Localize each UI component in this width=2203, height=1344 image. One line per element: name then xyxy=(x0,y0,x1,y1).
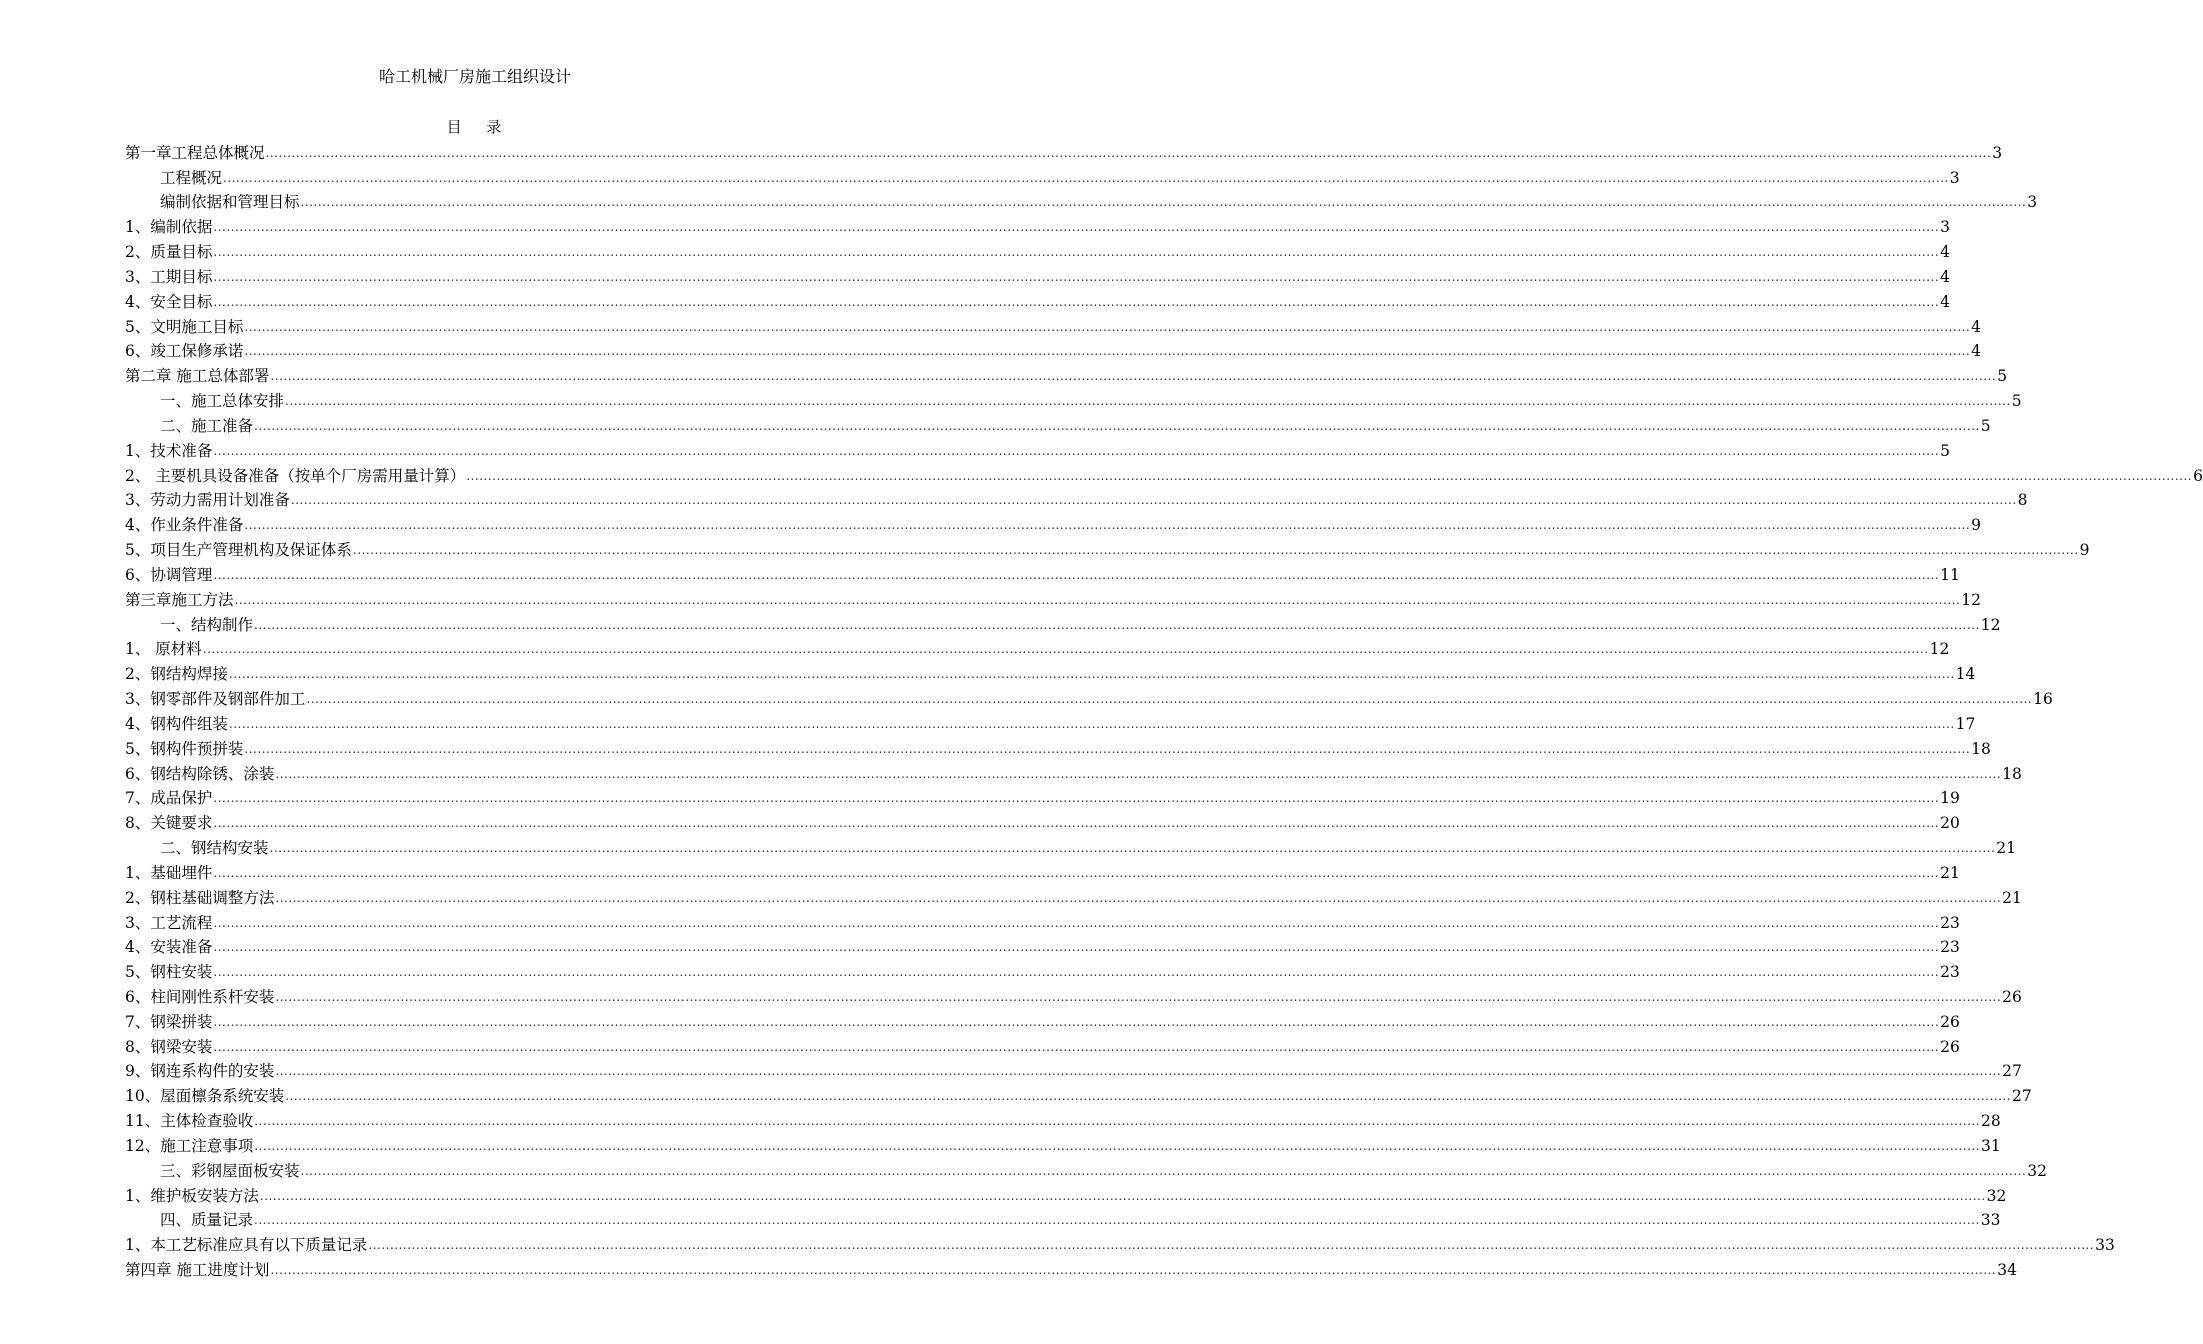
toc-entry-label: 6、柱间刚性系杆安装 xyxy=(125,987,275,1006)
toc-entry-page: 33 xyxy=(1980,1211,2001,1230)
toc-entry-page: 19 xyxy=(1940,789,1960,808)
toc-entry[interactable] xyxy=(125,1032,1960,1057)
toc-leader-dots: ................................................................................................................................................................................................................................................................................................................................................................................................................ xyxy=(254,1138,1981,1153)
toc-entry-label: 2、质量目标 xyxy=(125,243,213,262)
toc-entry-page: 26 xyxy=(2002,987,2022,1006)
toc-entry-page: 17 xyxy=(1955,714,1976,733)
toc-leader-dots: ................................................................................................................................................................................................................................................................................................................................................................................................................ xyxy=(213,865,1940,880)
toc-leader-dots: ................................................................................................................................................................................................................................................................................................................................................................................................................ xyxy=(244,319,1971,334)
toc-entry[interactable] xyxy=(125,585,1982,610)
toc-entry[interactable] xyxy=(125,808,1960,833)
toc-entry-label: 三、彩钢屋面板安装 xyxy=(160,1161,300,1180)
toc-entry[interactable] xyxy=(125,684,2053,709)
toc-entry[interactable] xyxy=(125,759,2022,784)
toc-entry-label: 二、施工准备 xyxy=(160,416,254,435)
toc-entry-page: 12 xyxy=(1929,640,1950,659)
toc-leader-dots: ................................................................................................................................................................................................................................................................................................................................................................................................................ xyxy=(244,518,1971,533)
toc-leader-dots: ................................................................................................................................................................................................................................................................................................................................................................................................................ xyxy=(213,915,1940,930)
toc-leader-dots: ................................................................................................................................................................................................................................................................................................................................................................................................................ xyxy=(244,344,1971,359)
toc-entry-page: 4 xyxy=(1940,267,1951,286)
toc-entry-page: 18 xyxy=(1971,739,1991,758)
toc-entry[interactable] xyxy=(125,560,1960,585)
toc-entry-page: 27 xyxy=(2002,1062,2022,1081)
toc-entry-page: 12 xyxy=(1980,615,2001,634)
toc-entry-page: 27 xyxy=(2012,1087,2032,1106)
toc-entry-page: 34 xyxy=(1997,1261,2017,1280)
toc-leader-dots: ................................................................................................................................................................................................................................................................................................................................................................................................................ xyxy=(213,567,1940,582)
toc-entry-page: 5 xyxy=(2011,392,2022,411)
toc-leader-dots: ................................................................................................................................................................................................................................................................................................................................................................................................................ xyxy=(290,493,2017,508)
toc-entry-page: 33 xyxy=(2095,1236,2115,1255)
toc-entry-label: 6、协调管理 xyxy=(125,565,213,584)
toc-entry-page: 3 xyxy=(1992,143,2003,162)
toc-entry[interactable] xyxy=(125,386,2022,411)
toc-entry-label: 二、钢结构安装 xyxy=(160,839,269,858)
toc-entry-page: 26 xyxy=(1940,1012,1960,1031)
toc-entry-page: 9 xyxy=(2079,541,2090,560)
toc-entry-page: 3 xyxy=(2027,193,2038,212)
toc-leader-dots: ................................................................................................................................................................................................................................................................................................................................................................................................................ xyxy=(275,989,2002,1004)
toc-entry-page: 31 xyxy=(1981,1136,2001,1155)
toc-entry[interactable] xyxy=(125,461,2203,486)
toc-entry-label: 3、钢零部件及钢部件加工 xyxy=(125,690,306,709)
toc-entry-label: 5、文明施工目标 xyxy=(125,317,244,336)
toc-entry-label: 4、钢构件组装 xyxy=(125,714,228,733)
toc-heading: 目 录 xyxy=(446,118,512,136)
toc-entry-label: 四、质量记录 xyxy=(160,1211,254,1230)
toc-entry-page: 9 xyxy=(1971,516,1982,535)
toc-entry-page: 32 xyxy=(2027,1161,2048,1180)
toc-entry-label: 1、技术准备 xyxy=(125,441,213,460)
toc-entry-page: 4 xyxy=(1971,342,1982,361)
toc-entry-label: 编制依据和管理目标 xyxy=(160,193,300,212)
toc-entry[interactable] xyxy=(125,535,2090,560)
toc-leader-dots: ................................................................................................................................................................................................................................................................................................................................................................................................................ xyxy=(213,940,1940,955)
toc-entry-page: 20 xyxy=(1940,814,1960,833)
toc-leader-dots: ................................................................................................................................................................................................................................................................................................................................................................................................................ xyxy=(228,667,1955,682)
toc-entry-page: 23 xyxy=(1940,938,1960,957)
toc-entry-label: 1、 原材料 xyxy=(125,640,202,659)
toc-entry[interactable] xyxy=(125,709,1976,734)
toc-entry[interactable] xyxy=(125,361,2008,386)
toc-leader-dots: ................................................................................................................................................................................................................................................................................................................................................................................................................ xyxy=(270,369,1997,384)
toc-entry[interactable] xyxy=(125,486,2028,511)
toc-leader-dots: ................................................................................................................................................................................................................................................................................................................................................................................................................ xyxy=(254,1213,1980,1228)
toc-entry-page: 5 xyxy=(1997,367,2008,386)
toc-entry-label: 工程概况 xyxy=(160,168,223,187)
toc-entry-page: 32 xyxy=(1986,1186,2007,1205)
toc-entry[interactable] xyxy=(125,957,1960,982)
toc-entry-label: 4、安全目标 xyxy=(125,292,213,311)
toc-leader-dots: ................................................................................................................................................................................................................................................................................................................................................................................................................ xyxy=(213,1039,1940,1054)
toc-entry-page: 5 xyxy=(1980,416,1991,435)
toc-entry-label: 12、施工注意事项 xyxy=(125,1136,254,1155)
toc-leader-dots: ................................................................................................................................................................................................................................................................................................................................................................................................................ xyxy=(213,791,1940,806)
toc-entry[interactable] xyxy=(125,1255,2017,1280)
toc-leader-dots: ................................................................................................................................................................................................................................................................................................................................................................................................................ xyxy=(368,1238,2095,1253)
toc-entry-label: 一、施工总体安排 xyxy=(160,392,285,411)
toc-entry-page: 16 xyxy=(2033,690,2053,709)
toc-entry[interactable] xyxy=(125,833,2017,858)
toc-entry[interactable] xyxy=(125,1007,1960,1032)
toc-leader-dots: ................................................................................................................................................................................................................................................................................................................................................................................................................ xyxy=(213,816,1940,831)
toc-entry-page: 5 xyxy=(1940,441,1951,460)
toc-entry-label: 5、钢构件预拼装 xyxy=(125,739,244,758)
toc-entry[interactable] xyxy=(125,1181,2007,1206)
document-title: 哈工机械厂房施工组织设计 xyxy=(378,67,571,86)
toc-leader-dots: ................................................................................................................................................................................................................................................................................................................................................................................................................ xyxy=(213,294,1940,309)
toc-entry-page: 18 xyxy=(2002,764,2022,783)
toc-entry-page: 28 xyxy=(1981,1112,2001,1131)
toc-leader-dots: ................................................................................................................................................................................................................................................................................................................................................................................................................ xyxy=(213,1014,1940,1029)
toc-entry-label: 第二章 施工总体部署 xyxy=(125,367,270,386)
toc-entry-label: 2、钢柱基础调整方法 xyxy=(125,888,275,907)
toc-entry[interactable] xyxy=(125,436,1951,461)
toc-entry[interactable] xyxy=(125,610,2001,635)
toc-entry-label: 5、钢柱安装 xyxy=(125,963,213,982)
toc-entry-page: 26 xyxy=(1940,1037,1960,1056)
toc-entry-label: 10、屋面檩条系统安装 xyxy=(125,1087,285,1106)
toc-entry-page: 23 xyxy=(1940,913,1960,932)
toc-entry-label: 1、基础埋件 xyxy=(125,863,213,882)
toc-entry-label: 7、钢梁拼装 xyxy=(125,1012,213,1031)
toc-entry-label: 3、劳动力需用计划准备 xyxy=(125,491,290,510)
toc-entry[interactable] xyxy=(125,237,1951,262)
toc-leader-dots: ................................................................................................................................................................................................................................................................................................................................................................................................................ xyxy=(254,1114,1981,1129)
toc-entry-label: 一、结构制作 xyxy=(160,615,254,634)
toc-leader-dots: ................................................................................................................................................................................................................................................................................................................................................................................................................ xyxy=(306,692,2033,707)
toc-entry-label: 1、维护板安装方法 xyxy=(125,1186,259,1205)
toc-leader-dots: ................................................................................................................................................................................................................................................................................................................................................................................................................ xyxy=(352,543,2079,558)
toc-entry-page: 12 xyxy=(1961,590,1982,609)
toc-entry[interactable] xyxy=(125,659,1976,684)
toc-entry[interactable] xyxy=(125,287,1951,312)
toc-leader-dots: ................................................................................................................................................................................................................................................................................................................................................................................................................ xyxy=(213,443,1940,458)
toc-entry-page: 6 xyxy=(2193,466,2203,485)
toc-leader-dots: ................................................................................................................................................................................................................................................................................................................................................................................................................ xyxy=(466,468,2193,483)
toc-leader-dots: ................................................................................................................................................................................................................................................................................................................................................................................................................ xyxy=(269,841,1996,856)
toc-leader-dots: ................................................................................................................................................................................................................................................................................................................................................................................................................ xyxy=(228,716,1955,731)
toc-leader-dots: ................................................................................................................................................................................................................................................................................................................................................................................................................ xyxy=(270,1263,1997,1278)
toc-entry-page: 3 xyxy=(1940,218,1951,237)
toc-entry[interactable] xyxy=(125,908,1960,933)
toc-entry-label: 3、工期目标 xyxy=(125,267,213,286)
toc-leader-dots: ................................................................................................................................................................................................................................................................................................................................................................................................................ xyxy=(275,1064,2002,1079)
toc-entry-page: 3 xyxy=(1949,168,1960,187)
toc-leader-dots: ................................................................................................................................................................................................................................................................................................................................................................................................................ xyxy=(254,418,1980,433)
toc-entry-page: 11 xyxy=(1940,565,1960,584)
toc-entry-label: 4、安装准备 xyxy=(125,938,213,957)
toc-entry-label: 8、钢梁安装 xyxy=(125,1037,213,1056)
toc-leader-dots: ................................................................................................................................................................................................................................................................................................................................................................................................................ xyxy=(213,965,1940,980)
toc-entry[interactable] xyxy=(125,858,1960,883)
toc-leader-dots: ................................................................................................................................................................................................................................................................................................................................................................................................................ xyxy=(285,1089,2012,1104)
toc-entry-label: 5、项目生产管理机构及保证体系 xyxy=(125,541,352,560)
toc-entry[interactable] xyxy=(125,411,1991,436)
toc-entry-page: 4 xyxy=(1940,292,1951,311)
toc-entry-label: 8、关键要求 xyxy=(125,814,213,833)
toc-entry-label: 1、编制依据 xyxy=(125,218,213,237)
toc-leader-dots: ................................................................................................................................................................................................................................................................................................................................................................................................................ xyxy=(213,269,1940,284)
toc-leader-dots: ................................................................................................................................................................................................................................................................................................................................................................................................................ xyxy=(223,170,1949,185)
toc-entry[interactable] xyxy=(125,883,2022,908)
toc-entry[interactable] xyxy=(125,1106,2001,1131)
toc-entry[interactable] xyxy=(125,1206,2001,1231)
toc-entry-page: 14 xyxy=(1955,665,1976,684)
toc-leader-dots: ................................................................................................................................................................................................................................................................................................................................................................................................................ xyxy=(285,394,2011,409)
toc-leader-dots: ................................................................................................................................................................................................................................................................................................................................................................................................................ xyxy=(202,642,1929,657)
toc-entry[interactable] xyxy=(125,635,1950,660)
toc-entry[interactable] xyxy=(125,1057,2022,1082)
toc-entry[interactable] xyxy=(125,1156,2048,1181)
toc-entry-label: 2、 主要机具设备准备（按单个厂房需用量计算） xyxy=(125,466,466,485)
toc-leader-dots: ................................................................................................................................................................................................................................................................................................................................................................................................................ xyxy=(234,592,1961,607)
toc-entry[interactable] xyxy=(125,510,1982,535)
toc-entry-label: 11、主体检查验收 xyxy=(125,1112,254,1131)
toc-entry-page: 21 xyxy=(1996,839,2017,858)
toc-entry[interactable] xyxy=(125,337,1982,362)
toc-entry-label: 6、竣工保修承诺 xyxy=(125,342,244,361)
toc-entry[interactable] xyxy=(125,933,1960,958)
table-of-contents xyxy=(125,138,2203,1280)
toc-entry-label: 第三章施工方法 xyxy=(125,590,234,609)
toc-leader-dots: ................................................................................................................................................................................................................................................................................................................................................................................................................ xyxy=(300,1163,2027,1178)
toc-entry[interactable] xyxy=(125,262,1951,287)
toc-entry[interactable] xyxy=(125,1131,2001,1156)
toc-entry[interactable] xyxy=(125,163,1960,188)
toc-entry-page: 4 xyxy=(1971,317,1982,336)
toc-entry[interactable] xyxy=(125,1081,2032,1106)
toc-leader-dots: ................................................................................................................................................................................................................................................................................................................................................................................................................ xyxy=(300,195,2027,210)
toc-entry[interactable] xyxy=(125,784,1960,809)
toc-leader-dots: ................................................................................................................................................................................................................................................................................................................................................................................................................ xyxy=(254,617,1980,632)
toc-entry-label: 4、作业条件准备 xyxy=(125,516,244,535)
toc-entry-label: 第一章工程总体概况 xyxy=(125,143,265,162)
toc-entry[interactable] xyxy=(125,138,2003,163)
toc-entry-label: 9、钢连系构件的安装 xyxy=(125,1062,275,1081)
toc-entry-label: 1、本工艺标准应具有以下质量记录 xyxy=(125,1236,368,1255)
toc-entry-label: 2、钢结构焊接 xyxy=(125,665,228,684)
toc-entry-label: 3、工艺流程 xyxy=(125,913,213,932)
toc-entry[interactable] xyxy=(125,1230,2115,1255)
toc-entry-page: 21 xyxy=(1940,863,1960,882)
toc-entry-page: 21 xyxy=(2002,888,2022,907)
toc-entry[interactable] xyxy=(125,312,1982,337)
toc-entry[interactable] xyxy=(125,982,2022,1007)
toc-entry-page: 23 xyxy=(1940,963,1960,982)
toc-leader-dots: ................................................................................................................................................................................................................................................................................................................................................................................................................ xyxy=(275,890,2002,905)
toc-leader-dots: ................................................................................................................................................................................................................................................................................................................................................................................................................ xyxy=(244,741,1971,756)
toc-entry-page: 4 xyxy=(1940,243,1951,262)
toc-entry-label: 第四章 施工进度计划 xyxy=(125,1261,270,1280)
toc-leader-dots: ................................................................................................................................................................................................................................................................................................................................................................................................................ xyxy=(259,1188,1986,1203)
toc-leader-dots: ................................................................................................................................................................................................................................................................................................................................................................................................................ xyxy=(213,220,1940,235)
toc-entry-label: 7、成品保护 xyxy=(125,789,213,808)
toc-entry[interactable] xyxy=(125,188,2038,213)
toc-entry-page: 8 xyxy=(2017,491,2028,510)
toc-leader-dots: ................................................................................................................................................................................................................................................................................................................................................................................................................ xyxy=(213,245,1940,260)
toc-leader-dots: ................................................................................................................................................................................................................................................................................................................................................................................................................ xyxy=(275,766,2002,781)
toc-entry[interactable] xyxy=(125,212,1951,237)
toc-entry-label: 6、钢结构除锈、涂装 xyxy=(125,764,275,783)
toc-entry[interactable] xyxy=(125,734,1991,759)
toc-leader-dots: ................................................................................................................................................................................................................................................................................................................................................................................................................ xyxy=(265,145,1992,160)
